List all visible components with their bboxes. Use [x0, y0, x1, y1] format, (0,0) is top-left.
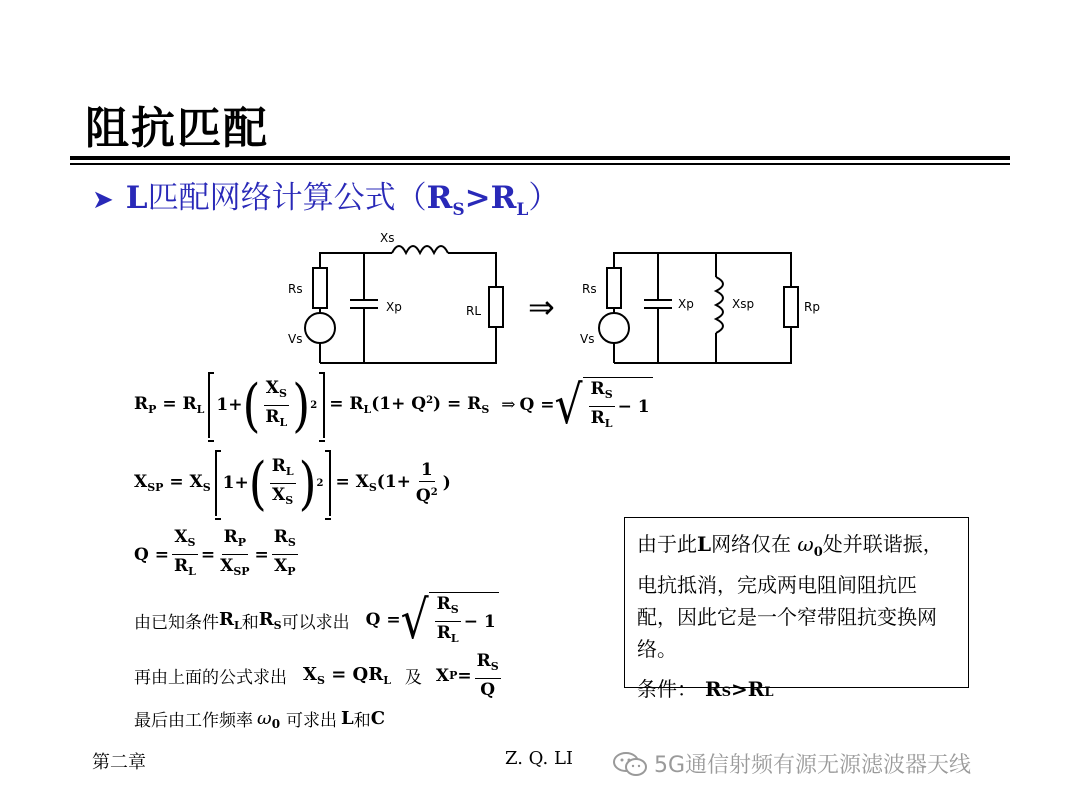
equivalence-arrow-icon: ⇒ — [528, 288, 555, 326]
formula-q: Q = $\frac{X_S}{R_L}$ = $\frac{R_P}{X_{SP}}$ = $\frac{R_S}{X_P}$ — [134, 527, 296, 578]
text-line-known: 由已知条件 $R_L$ 和 $R_S$ 可以求出 Q = √ $\frac{R_S}{R_L}$ − 1 — [134, 590, 499, 650]
left-rl-resistor — [489, 287, 503, 327]
label-vs-left: Vs — [288, 332, 303, 346]
title-divider-thin — [70, 163, 1010, 165]
right-circuit — [599, 253, 798, 363]
label-rs-left: Rs — [288, 282, 303, 296]
note-condition: 条件： R $_S$ > R $_L$ — [637, 677, 774, 701]
wechat-icon — [612, 751, 648, 777]
formula-rp: $R_P = R_L$ 1+ ( $\frac{X_S}{R_L}$ ) 2 = $R_L(1+ Q^2) = R_S$ ⇒ Q = √ $\frac{R_S}{R_L}$ − 1 — [134, 372, 653, 438]
section-heading — [92, 172, 559, 220]
slide-title: 阻抗匹配 — [85, 103, 269, 154]
heading-close: ） — [528, 180, 560, 216]
label-rp-right: Rp — [804, 300, 820, 314]
footer-chapter: 第二章 — [92, 752, 146, 773]
heading-rs: $R_S$ — [426, 180, 465, 220]
label-vs-right: Vs — [580, 332, 595, 346]
note-text: 由于此L网络仅在 $\omega_0$处并联谐振，电抗抵消，完成两电阻间阻抗匹配，因此它是一个窄带阻抗变换网络。 — [637, 532, 943, 661]
right-xsp-inductor — [716, 277, 723, 333]
bullet-arrow-icon: ➤ — [92, 185, 114, 215]
right-source-circle — [599, 313, 629, 343]
label-xp-left: Xp — [386, 300, 402, 314]
watermark-text: 5G通信射频有源无源滤波器天线 — [654, 753, 972, 778]
left-source-circle — [305, 313, 335, 343]
label-xs: Xs — [380, 231, 395, 245]
right-rp-resistor — [784, 287, 798, 327]
left-rs-resistor — [313, 268, 327, 308]
text-line-final: 最后由工作频率 ω 0 可求出 L 和 C — [134, 708, 386, 731]
footer-watermark — [612, 748, 971, 779]
label-xp-right: Xp — [678, 297, 694, 311]
label-rl-left: RL — [466, 304, 482, 318]
right-rs-resistor — [607, 268, 621, 308]
footer-author: Z. Q. LI — [505, 748, 574, 769]
heading-text: 匹配网络计算公式（ — [147, 180, 427, 216]
label-xsp-right: Xsp — [732, 297, 755, 311]
left-xs-inductor — [392, 246, 448, 253]
formula-xsp: $X_{SP} = X_S$ 1+ ( $\frac{R_L}{X_S}$ ) 2 = $X_S(1+$ $\frac{1}{Q^2}$ ) — [134, 449, 451, 517]
heading-rl: $R_L$ — [490, 180, 529, 220]
heading-gt: > — [464, 180, 491, 216]
note-box — [624, 517, 969, 701]
label-rs-right: Rs — [582, 282, 597, 296]
circuit-diagram — [280, 225, 840, 370]
heading-l: L — [125, 180, 148, 216]
text-line-derive: 再由上面的公式求出 $X_S = QR_L$ 及 X P = $\frac{R_S}{Q}$ — [134, 651, 499, 700]
title-divider-thick — [70, 156, 1010, 160]
